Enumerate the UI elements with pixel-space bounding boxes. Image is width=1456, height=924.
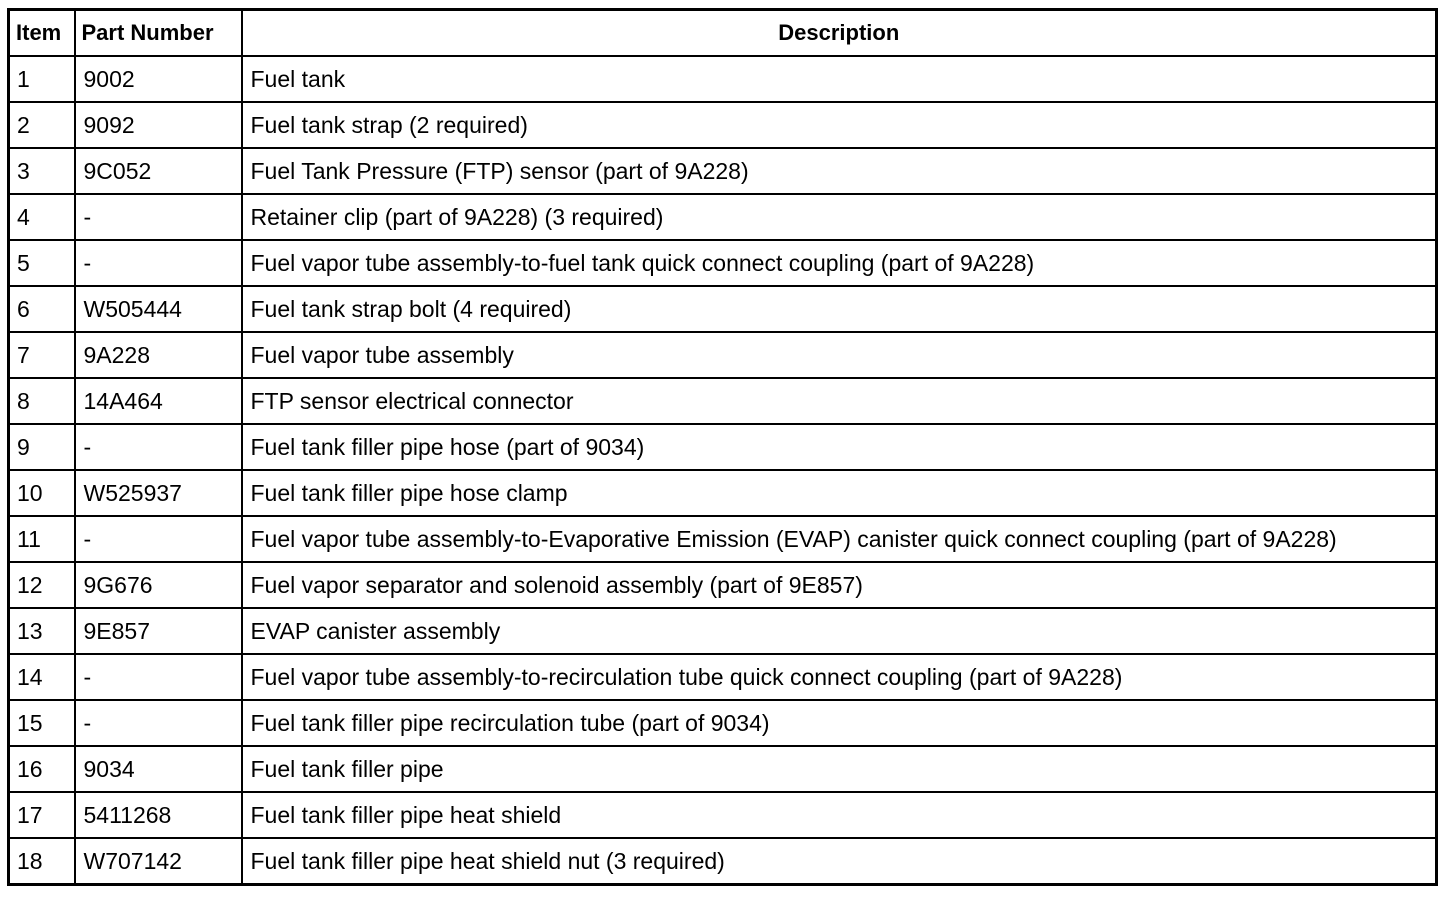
cell-description: Fuel tank filler pipe heat shield <box>242 792 1437 838</box>
cell-item: 15 <box>9 700 75 746</box>
cell-part-number: - <box>75 700 242 746</box>
table-row <box>9 102 1437 148</box>
table-row <box>9 562 1437 608</box>
cell-part-number: - <box>75 654 242 700</box>
cell-item: 9 <box>9 424 75 470</box>
cell-part-number: 14A464 <box>75 378 242 424</box>
cell-part-number: W525937 <box>75 470 242 516</box>
cell-part-number: W505444 <box>75 286 242 332</box>
cell-item: 8 <box>9 378 75 424</box>
cell-part-number: 9C052 <box>75 148 242 194</box>
table-row <box>9 378 1437 424</box>
cell-item: 17 <box>9 792 75 838</box>
cell-description: Fuel tank filler pipe hose clamp <box>242 470 1437 516</box>
table-row <box>9 608 1437 654</box>
cell-description: Fuel tank strap (2 required) <box>242 102 1437 148</box>
cell-item: 10 <box>9 470 75 516</box>
table-row <box>9 56 1437 102</box>
table-row <box>9 700 1437 746</box>
cell-description: Fuel vapor tube assembly <box>242 332 1437 378</box>
cell-item: 4 <box>9 194 75 240</box>
cell-part-number: 9034 <box>75 746 242 792</box>
cell-item: 1 <box>9 56 75 102</box>
cell-part-number: 5411268 <box>75 792 242 838</box>
header-description: Description <box>242 10 1437 57</box>
cell-description: Fuel tank <box>242 56 1437 102</box>
cell-item: 7 <box>9 332 75 378</box>
cell-item: 12 <box>9 562 75 608</box>
parts-table <box>7 8 1438 886</box>
table-row <box>9 516 1437 562</box>
table-row <box>9 286 1437 332</box>
cell-description: Fuel tank filler pipe <box>242 746 1437 792</box>
cell-item: 11 <box>9 516 75 562</box>
cell-item: 14 <box>9 654 75 700</box>
cell-part-number: 9E857 <box>75 608 242 654</box>
cell-item: 16 <box>9 746 75 792</box>
cell-part-number: - <box>75 240 242 286</box>
table-row <box>9 194 1437 240</box>
table-row <box>9 654 1437 700</box>
cell-part-number: - <box>75 516 242 562</box>
cell-description: Fuel tank filler pipe hose (part of 9034) <box>242 424 1437 470</box>
cell-item: 2 <box>9 102 75 148</box>
cell-part-number: 9A228 <box>75 332 242 378</box>
cell-description: Fuel vapor tube assembly-to-Evaporative Emission (EVAP) canister quick connect coupling (part of 9A228) <box>242 516 1437 562</box>
cell-description: EVAP canister assembly <box>242 608 1437 654</box>
cell-description: Fuel tank strap bolt (4 required) <box>242 286 1437 332</box>
table-row <box>9 332 1437 378</box>
header-part-number: Part Number <box>75 10 242 57</box>
cell-description: Fuel vapor separator and solenoid assembly (part of 9E857) <box>242 562 1437 608</box>
cell-description: Fuel tank filler pipe heat shield nut (3 required) <box>242 838 1437 885</box>
cell-item: 5 <box>9 240 75 286</box>
cell-description: Fuel Tank Pressure (FTP) sensor (part of 9A228) <box>242 148 1437 194</box>
table-row <box>9 424 1437 470</box>
table-row <box>9 746 1437 792</box>
table-row <box>9 470 1437 516</box>
table-row <box>9 240 1437 286</box>
header-item: Item <box>9 10 75 57</box>
cell-item: 18 <box>9 838 75 885</box>
cell-description: FTP sensor electrical connector <box>242 378 1437 424</box>
cell-part-number: 9092 <box>75 102 242 148</box>
cell-part-number: - <box>75 424 242 470</box>
header-row <box>9 10 1437 57</box>
cell-description: Fuel tank filler pipe recirculation tube (part of 9034) <box>242 700 1437 746</box>
table-body <box>9 56 1437 885</box>
cell-item: 6 <box>9 286 75 332</box>
table-header <box>9 10 1437 57</box>
cell-item: 3 <box>9 148 75 194</box>
cell-description: Fuel vapor tube assembly-to-fuel tank quick connect coupling (part of 9A228) <box>242 240 1437 286</box>
table-row <box>9 148 1437 194</box>
cell-part-number: W707142 <box>75 838 242 885</box>
cell-item: 13 <box>9 608 75 654</box>
cell-description: Fuel vapor tube assembly-to-recirculation tube quick connect coupling (part of 9A228) <box>242 654 1437 700</box>
table-row <box>9 838 1437 885</box>
cell-description: Retainer clip (part of 9A228) (3 required) <box>242 194 1437 240</box>
cell-part-number: 9002 <box>75 56 242 102</box>
cell-part-number: 9G676 <box>75 562 242 608</box>
cell-part-number: - <box>75 194 242 240</box>
table-row <box>9 792 1437 838</box>
